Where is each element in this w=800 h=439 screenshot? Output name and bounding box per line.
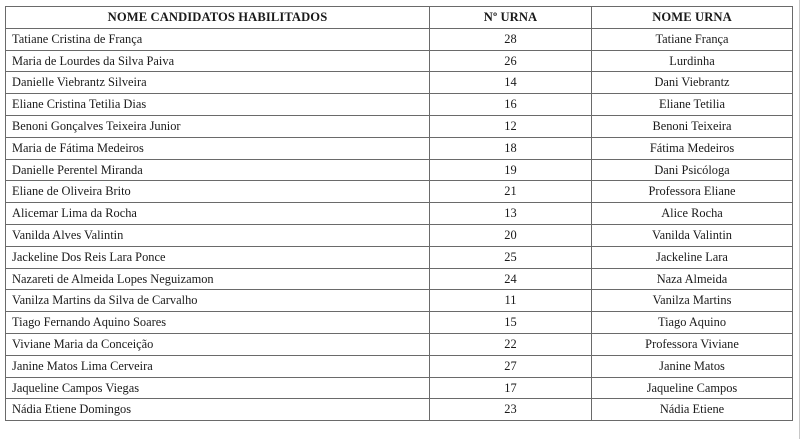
table-body bbox=[6, 28, 793, 420]
ballot-number-cell: 19 bbox=[430, 159, 592, 181]
table-row bbox=[6, 72, 793, 94]
candidate-name-cell: Nazareti de Almeida Lopes Neguizamon bbox=[6, 268, 430, 290]
header-ballot-name: NOME URNA bbox=[592, 7, 793, 29]
ballot-number-cell: 21 bbox=[430, 181, 592, 203]
table-row bbox=[6, 399, 793, 421]
table-row bbox=[6, 159, 793, 181]
ballot-number-cell: 18 bbox=[430, 137, 592, 159]
ballot-number-cell: 16 bbox=[430, 94, 592, 116]
candidate-name-cell: Maria de Lourdes da Silva Paiva bbox=[6, 50, 430, 72]
ballot-name-cell: Professora Viviane bbox=[592, 333, 793, 355]
ballot-number-cell: 14 bbox=[430, 72, 592, 94]
candidate-name-cell: Vanilda Alves Valintin bbox=[6, 224, 430, 246]
ballot-number-cell: 27 bbox=[430, 355, 592, 377]
table-row bbox=[6, 224, 793, 246]
table-row bbox=[6, 28, 793, 50]
candidate-name-cell: Vanilza Martins da Silva de Carvalho bbox=[6, 290, 430, 312]
table-row bbox=[6, 94, 793, 116]
header-row bbox=[6, 7, 793, 29]
candidates-table bbox=[5, 6, 793, 421]
table-row bbox=[6, 268, 793, 290]
ballot-number-cell: 17 bbox=[430, 377, 592, 399]
table-row bbox=[6, 333, 793, 355]
ballot-number-cell: 13 bbox=[430, 203, 592, 225]
ballot-name-cell: Vanilza Martins bbox=[592, 290, 793, 312]
candidate-name-cell: Viviane Maria da Conceição bbox=[6, 333, 430, 355]
candidate-name-cell: Jaqueline Campos Viegas bbox=[6, 377, 430, 399]
candidate-name-cell: Benoni Gonçalves Teixeira Junior bbox=[6, 115, 430, 137]
ballot-name-cell: Naza Almeida bbox=[592, 268, 793, 290]
ballot-number-cell: 23 bbox=[430, 399, 592, 421]
ballot-number-cell: 22 bbox=[430, 333, 592, 355]
ballot-number-cell: 25 bbox=[430, 246, 592, 268]
ballot-number-cell: 24 bbox=[430, 268, 592, 290]
ballot-number-cell: 28 bbox=[430, 28, 592, 50]
ballot-number-cell: 11 bbox=[430, 290, 592, 312]
table-row bbox=[6, 50, 793, 72]
ballot-name-cell: Fátima Medeiros bbox=[592, 137, 793, 159]
header-ballot-number: Nº URNA bbox=[430, 7, 592, 29]
table-row bbox=[6, 203, 793, 225]
candidate-name-cell: Eliane Cristina Tetilia Dias bbox=[6, 94, 430, 116]
table-row bbox=[6, 312, 793, 334]
ballot-name-cell: Lurdinha bbox=[592, 50, 793, 72]
candidate-name-cell: Danielle Viebrantz Silveira bbox=[6, 72, 430, 94]
candidate-name-cell: Tatiane Cristina de França bbox=[6, 28, 430, 50]
ballot-name-cell: Alice Rocha bbox=[592, 203, 793, 225]
candidate-name-cell: Alicemar Lima da Rocha bbox=[6, 203, 430, 225]
ballot-number-cell: 12 bbox=[430, 115, 592, 137]
table-row bbox=[6, 377, 793, 399]
ballot-name-cell: Jackeline Lara bbox=[592, 246, 793, 268]
candidate-name-cell: Danielle Perentel Miranda bbox=[6, 159, 430, 181]
candidate-name-cell: Nádia Etiene Domingos bbox=[6, 399, 430, 421]
ballot-name-cell: Dani Psicóloga bbox=[592, 159, 793, 181]
ballot-name-cell: Vanilda Valintin bbox=[592, 224, 793, 246]
table-row bbox=[6, 355, 793, 377]
ballot-number-cell: 26 bbox=[430, 50, 592, 72]
ballot-number-cell: 15 bbox=[430, 312, 592, 334]
candidate-name-cell: Eliane de Oliveira Brito bbox=[6, 181, 430, 203]
candidate-name-cell: Maria de Fátima Medeiros bbox=[6, 137, 430, 159]
candidate-name-cell: Janine Matos Lima Cerveira bbox=[6, 355, 430, 377]
header-candidate-name: NOME CANDIDATOS HABILITADOS bbox=[6, 7, 430, 29]
ballot-name-cell: Tiago Aquino bbox=[592, 312, 793, 334]
ballot-name-cell: Benoni Teixeira bbox=[592, 115, 793, 137]
ballot-name-cell: Janine Matos bbox=[592, 355, 793, 377]
candidate-name-cell: Jackeline Dos Reis Lara Ponce bbox=[6, 246, 430, 268]
ballot-name-cell: Professora Eliane bbox=[592, 181, 793, 203]
ballot-name-cell: Tatiane França bbox=[592, 28, 793, 50]
ballot-name-cell: Dani Viebrantz bbox=[592, 72, 793, 94]
table-row bbox=[6, 290, 793, 312]
table-row bbox=[6, 115, 793, 137]
table-row bbox=[6, 137, 793, 159]
ballot-name-cell: Nádia Etiene bbox=[592, 399, 793, 421]
table-row bbox=[6, 181, 793, 203]
ballot-name-cell: Jaqueline Campos bbox=[592, 377, 793, 399]
ballot-number-cell: 20 bbox=[430, 224, 592, 246]
ballot-name-cell: Eliane Tetilia bbox=[592, 94, 793, 116]
candidate-name-cell: Tiago Fernando Aquino Soares bbox=[6, 312, 430, 334]
table-row bbox=[6, 246, 793, 268]
table-header bbox=[6, 7, 793, 29]
